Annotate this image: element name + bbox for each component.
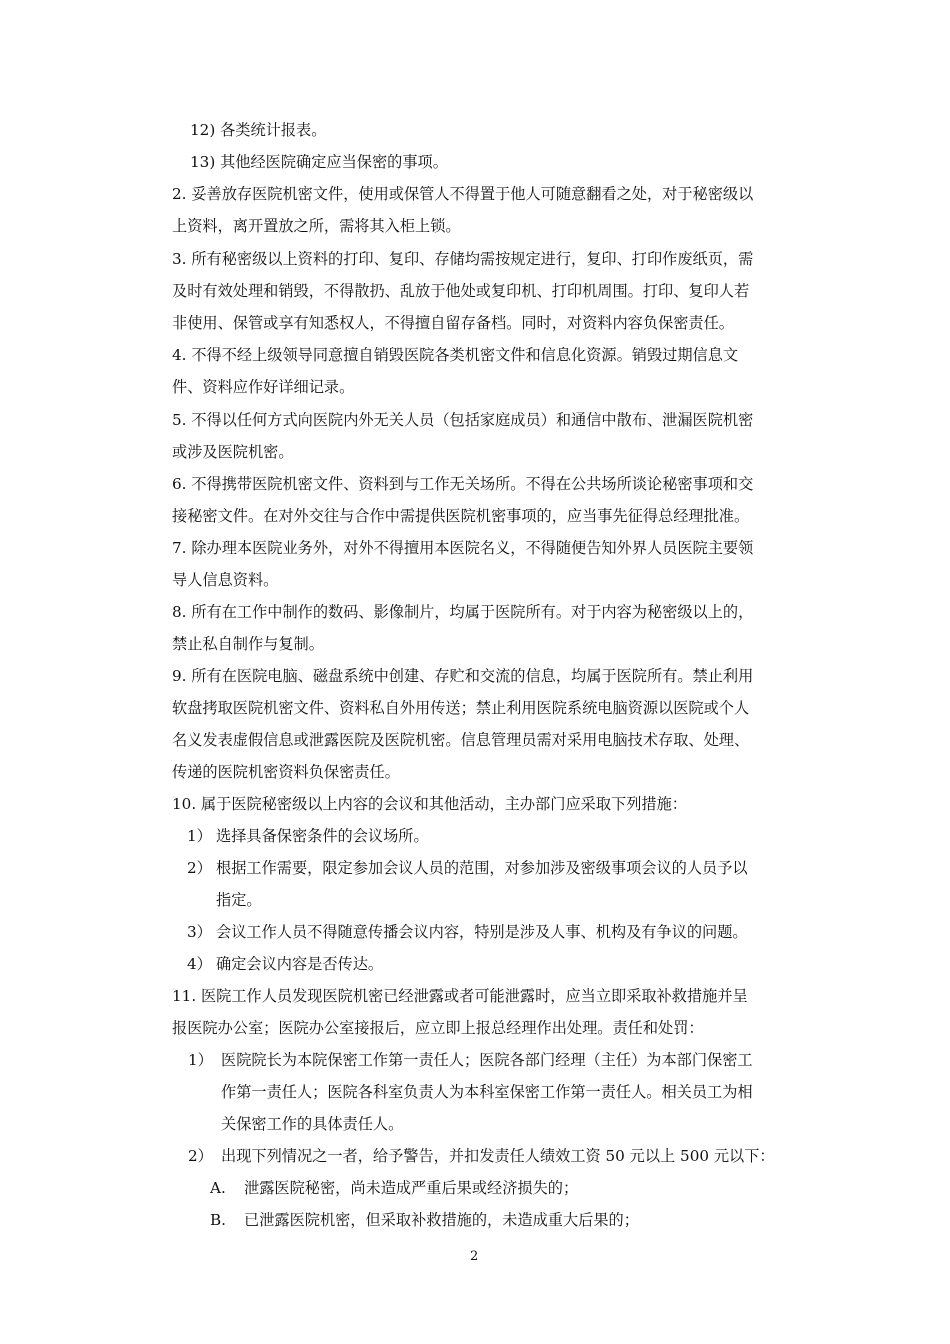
list-item-text: 会议工作人员不得随意传播会议内容，特别是涉及人事、机构及有争议的问题。: [216, 923, 748, 941]
list-marker: 1）: [187, 827, 212, 845]
paragraph-line: 3. 所有秘密级以上资料的打印、复印、存储均需按规定进行，复印、打印作废纸页，需: [172, 250, 754, 268]
list-item-text: 医院院长为本院保密工作第一责任人；医院各部门经理（主任）为本部门保密工: [221, 1051, 753, 1069]
paragraph-line: 导人信息资料。: [172, 571, 279, 589]
paragraph-line: 或涉及医院机密。: [172, 443, 294, 461]
paragraph-line: 报医院办公室；医院办公室接报后，应立即上报总经理作出处理。责任和处罚：: [172, 1019, 704, 1037]
list-marker: A.: [210, 1179, 226, 1197]
list-item: [188, 1146, 775, 1166]
paragraph-line: 6. 不得携带医院机密文件、资料到与工作无关场所。不得在公共场所谈论秘密事项和交: [172, 475, 754, 493]
list-item: [187, 858, 748, 878]
paragraph-line: 7. 除办理本医院业务外，对外不得擅用本医院名义，不得随便告知外界人员医院主要领: [172, 539, 754, 557]
sub-list-item: [210, 1210, 639, 1230]
paragraph-line: 传递的医院机密资料负保密责任。: [172, 763, 400, 781]
paragraph-line: 4. 不得不经上级领导同意擅自销毁医院各类机密文件和信息化资源。销毁过期信息文: [172, 346, 739, 364]
paragraph-line: 5. 不得以任何方式向医院内外无关人员（包括家庭成员）和通信中散布、泄漏医院机密: [172, 411, 754, 429]
list-item-text: 泄露医院秘密，尚未造成严重后果或经济损失的；: [244, 1179, 579, 1197]
list-item-text: 出现下列情况之一者，给予警告，并扣发责任人绩效工资 50 元以上 500 元以下：: [221, 1147, 775, 1165]
paragraph-line: 上资料，离开置放之所，需将其入柜上锁。: [172, 217, 461, 235]
list-marker: 1）: [188, 1051, 213, 1069]
list-item-text: 已泄露医院机密，但采取补救措施的，未造成重大后果的；: [244, 1211, 639, 1229]
list-item: [187, 826, 429, 846]
paragraph-line: 10. 属于医院秘密级以上内容的会议和其他活动，主办部门应采取下列措施：: [172, 795, 687, 813]
paragraph-line: 件、资料应作好详细记录。: [172, 378, 355, 396]
list-marker: 3）: [187, 923, 212, 941]
list-item-continuation: 指定。: [216, 891, 262, 909]
list-item-continuation: 关保密工作的具体责任人。: [221, 1115, 404, 1133]
page-number: 2: [470, 1249, 479, 1264]
list-item: [187, 922, 748, 942]
list-item-text: 选择具备保密条件的会议场所。: [216, 827, 429, 845]
list-marker: 2）: [188, 1147, 213, 1165]
list-marker: 2）: [187, 859, 212, 877]
list-item-text: 确定会议内容是否传达。: [216, 955, 384, 973]
list-item: [188, 1050, 753, 1070]
list-item: 13) 其他经医院确定应当保密的事项。: [190, 153, 448, 171]
list-item-text: 根据工作需要，限定参加会议人员的范围，对参加涉及密级事项会议的人员予以: [216, 859, 748, 877]
paragraph-line: 11. 医院工作人员发现医院机密已经泄露或者可能泄露时，应当立即采取补救措施并呈: [172, 987, 748, 1005]
paragraph-line: 9. 所有在医院电脑、磁盘系统中创建、存贮和交流的信息，均属于医院所有。禁止利用: [172, 667, 754, 685]
sub-list-item: [210, 1178, 578, 1198]
paragraph-line: 2. 妥善放存医院机密文件，使用或保管人不得置于他人可随意翻看之处，对于秘密级以: [172, 185, 754, 203]
paragraph-line: 非使用、保管或享有知悉权人，不得擅自留存备档。同时，对资料内容负保密责任。: [172, 314, 734, 332]
list-marker: 4）: [187, 955, 212, 973]
paragraph-line: 及时有效处理和销毁，不得散扔、乱放于他处或复印机、打印机周围。打印、复印人若: [172, 282, 750, 300]
list-marker: B.: [210, 1211, 226, 1229]
paragraph-line: 8. 所有在工作中制作的数码、影像制片，均属于医院所有。对于内容为秘密级以上的，: [172, 603, 754, 621]
list-item: [187, 954, 383, 974]
paragraph-line: 软盘拷取医院机密文件、资料私自外用传送；禁止利用医院系统电脑资源以医院或个人: [172, 699, 750, 717]
paragraph-line: 禁止私自制作与复制。: [172, 635, 324, 653]
paragraph-line: 名义发表虚假信息或泄露医院及医院机密。信息管理员需对采用电脑技术存取、处理、: [172, 731, 750, 749]
paragraph-line: 接秘密文件。在对外交往与合作中需提供医院机密事项的，应当事先征得总经理批准。: [172, 507, 750, 525]
list-item-continuation: 作第一责任人；医院各科室负责人为本科室保密工作第一责任人。相关员工为相: [221, 1083, 753, 1101]
list-item: 12) 各类统计报表。: [190, 121, 327, 139]
